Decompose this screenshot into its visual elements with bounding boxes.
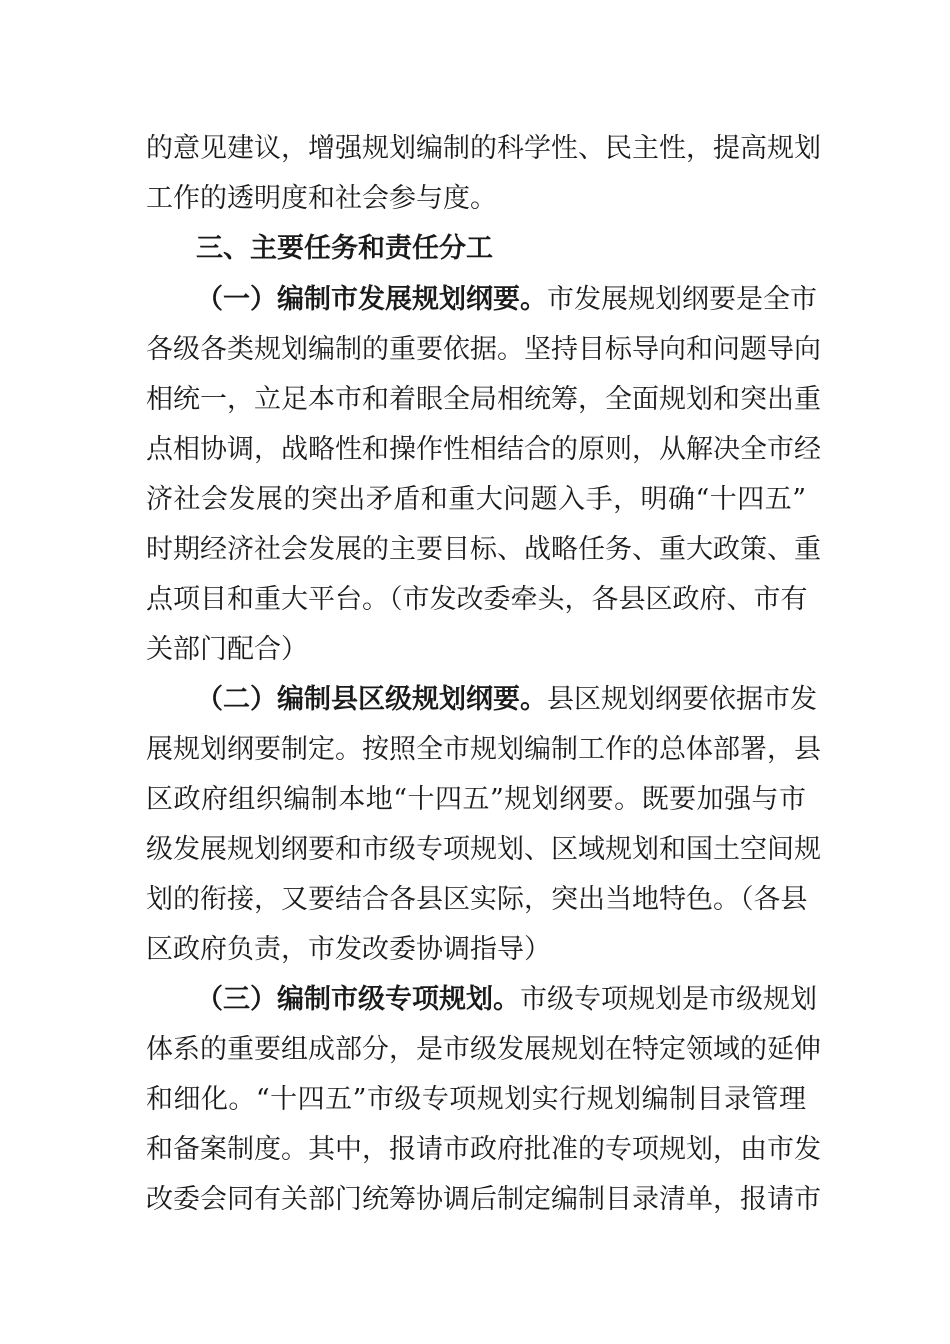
item-3-line: 和细化。“十四五”市级专项规划实行规划编制目录管理: [146, 1084, 806, 1115]
item-2-first-rest: 县区规划纲要依据市发: [547, 684, 817, 715]
item-1-first-rest: 市发展规划纲要是全市: [547, 284, 817, 315]
item-1-line: 点项目和重大平台。（市发改委牵头，各县区政府、市有: [146, 584, 808, 615]
item-2-line: 区政府组织编制本地“十四五”规划纲要。既要加强与市: [146, 784, 806, 815]
intro-line-2: 工作的透明度和社会参与度。: [146, 183, 497, 214]
item-3-lead: （三）编制市级专项规划。: [196, 984, 520, 1015]
item-3-line: 和备案制度。其中，报请市政府批准的专项规划，由市发: [146, 1134, 821, 1165]
item-2-lead: （二）编制县区级规划纲要。: [196, 684, 547, 715]
item-1-line: 济社会发展的突出矛盾和重大问题入手，明确“十四五”: [146, 484, 806, 515]
item-2-line: 展规划纲要制定。按照全市规划编制工作的总体部署，县: [146, 734, 821, 765]
section-heading: 三、主要任务和责任分工: [196, 233, 493, 264]
item-3-first-line: [196, 983, 817, 1017]
item-1-line: 点相协调，战略性和操作性相结合的原则，从解决全市经: [146, 434, 821, 465]
intro-line-1: 的意见建议，增强规划编制的科学性、民主性，提高规划: [146, 133, 821, 164]
item-3-line: 改委会同有关部门统筹协调后制定编制目录清单，报请市: [146, 1184, 821, 1215]
item-1-line: 时期经济社会发展的主要目标、战略任务、重大政策、重: [146, 534, 821, 565]
item-1-first-line: [196, 283, 817, 317]
item-1-line: 相统一，立足本市和着眼全局相统筹，全面规划和突出重: [146, 384, 821, 415]
item-1-lead: （一）编制市发展规划纲要。: [196, 284, 547, 315]
item-2-line: 区政府负责，市发改委协调指导）: [146, 934, 551, 965]
item-1-line: 关部门配合）: [146, 634, 308, 665]
item-3-line: 体系的重要组成部分，是市级发展规划在特定领域的延伸: [146, 1034, 821, 1065]
item-2-first-line: [196, 683, 817, 717]
item-3-first-rest: 市级专项规划是市级规划: [520, 984, 817, 1015]
item-1-line: 各级各类规划编制的重要依据。坚持目标导向和问题导向: [146, 334, 821, 365]
item-2-line: 级发展规划纲要和市级专项规划、区域规划和国土空间规: [146, 834, 821, 865]
item-2-line: 划的衔接，又要结合各县区实际，突出当地特色。（各县: [146, 884, 808, 915]
